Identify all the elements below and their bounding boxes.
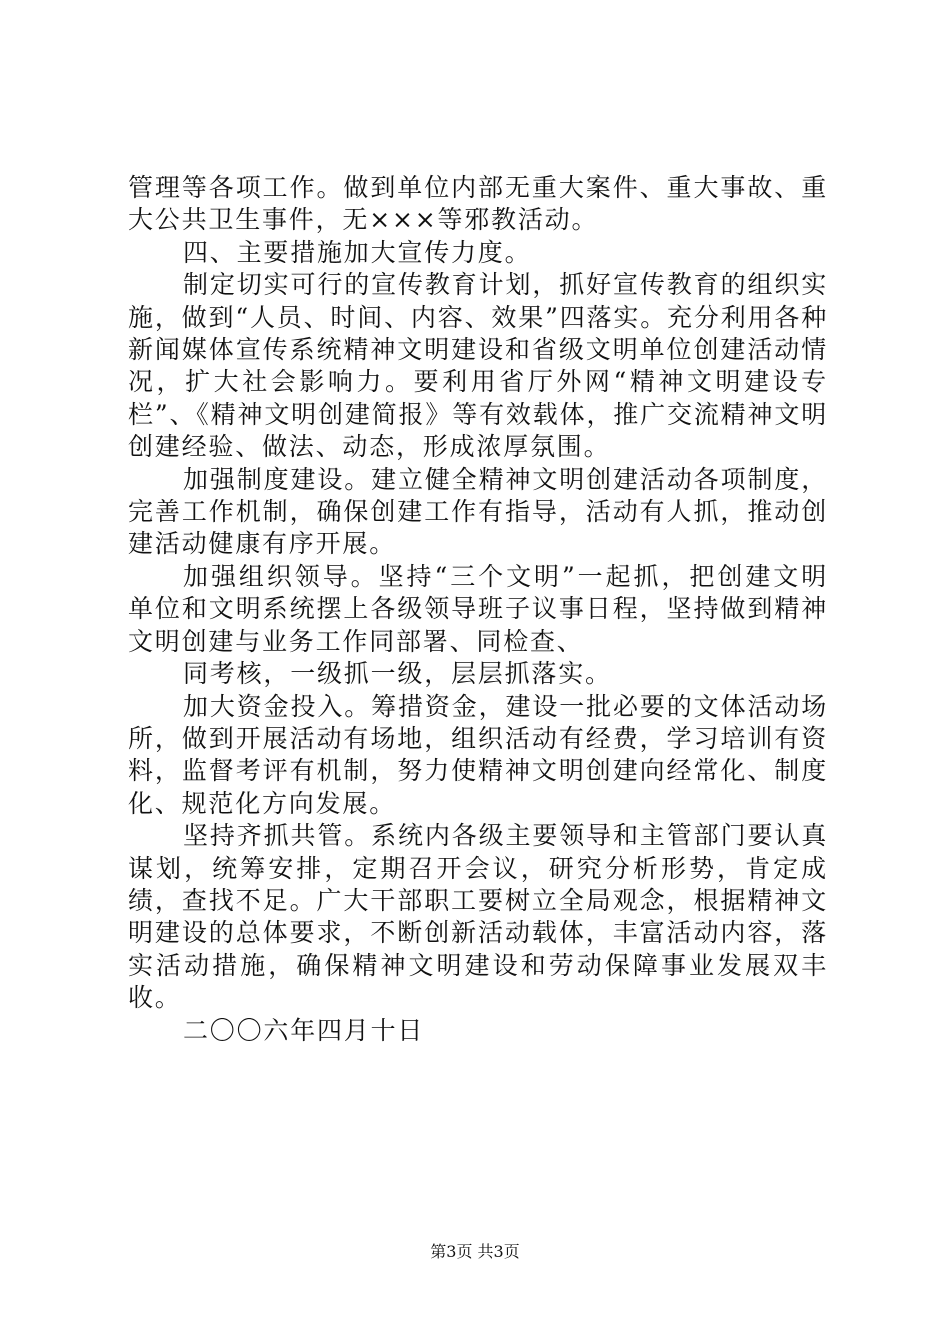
document-body (128, 172, 828, 1047)
paragraph-publicity: 制定切实可行的宣传教育计划，抓好宣传教育的组织实施，做到“人员、时间、内容、效果”四落实。充分利用各种新闻媒体宣传系统精神文明建设和省级文明单位创建活动情况，扩大社会影响力。要利用省厅外网“精神文明建设专栏”、《精神文明创建简报》等有效载体，推广交流精神文明创建经验、做法、动态，形成浓厚氛围。 (128, 270, 828, 462)
paragraph-system-building: 加强制度建设。建立健全精神文明创建活动各项制度，完善工作机制，确保创建工作有指导，活动有人抓，推动创建活动健康有序开展。 (128, 464, 828, 559)
paragraph-continuation: 管理等各项工作。做到单位内部无重大案件、重大事故、重大公共卫生事件，无×××等邪教活动。 (128, 173, 828, 235)
paragraph-joint-management: 坚持齐抓共管。系统内各级主要领导和主管部门要认真谋划，统筹安排，定期召开会议，研究分析形势，肯定成绩，查找不足。广大干部职工要树立全局观念，根据精神文明建设的总体要求，不断创新活动载体，丰富活动内容，落实活动措施，确保精神文明建设和劳动保障事业发展双丰收。 (128, 821, 828, 1013)
paragraph-leadership-continued: 同考核，一级抓一级，层层抓落实。 (183, 659, 612, 689)
document-date: 二〇〇六年四月十日 (183, 1015, 425, 1045)
page-number-footer: 第3页 共3页 (430, 1242, 520, 1261)
paragraph-leadership: 加强组织领导。坚持“三个文明”一起抓，把创建文明单位和文明系统摆上各级领导班子议事日程，坚持做到精神文明创建与业务工作同部署、同检查、 (128, 561, 828, 656)
section-heading: 四、主要措施加大宣传力度。 (183, 237, 532, 267)
paragraph-funding: 加大资金投入。筹措资金，建设一批必要的文体活动场所，做到开展活动有场地，组织活动有经费，学习培训有资料，监督考评有机制，努力使精神文明创建向经常化、制度化、规范化方向发展。 (128, 691, 828, 818)
